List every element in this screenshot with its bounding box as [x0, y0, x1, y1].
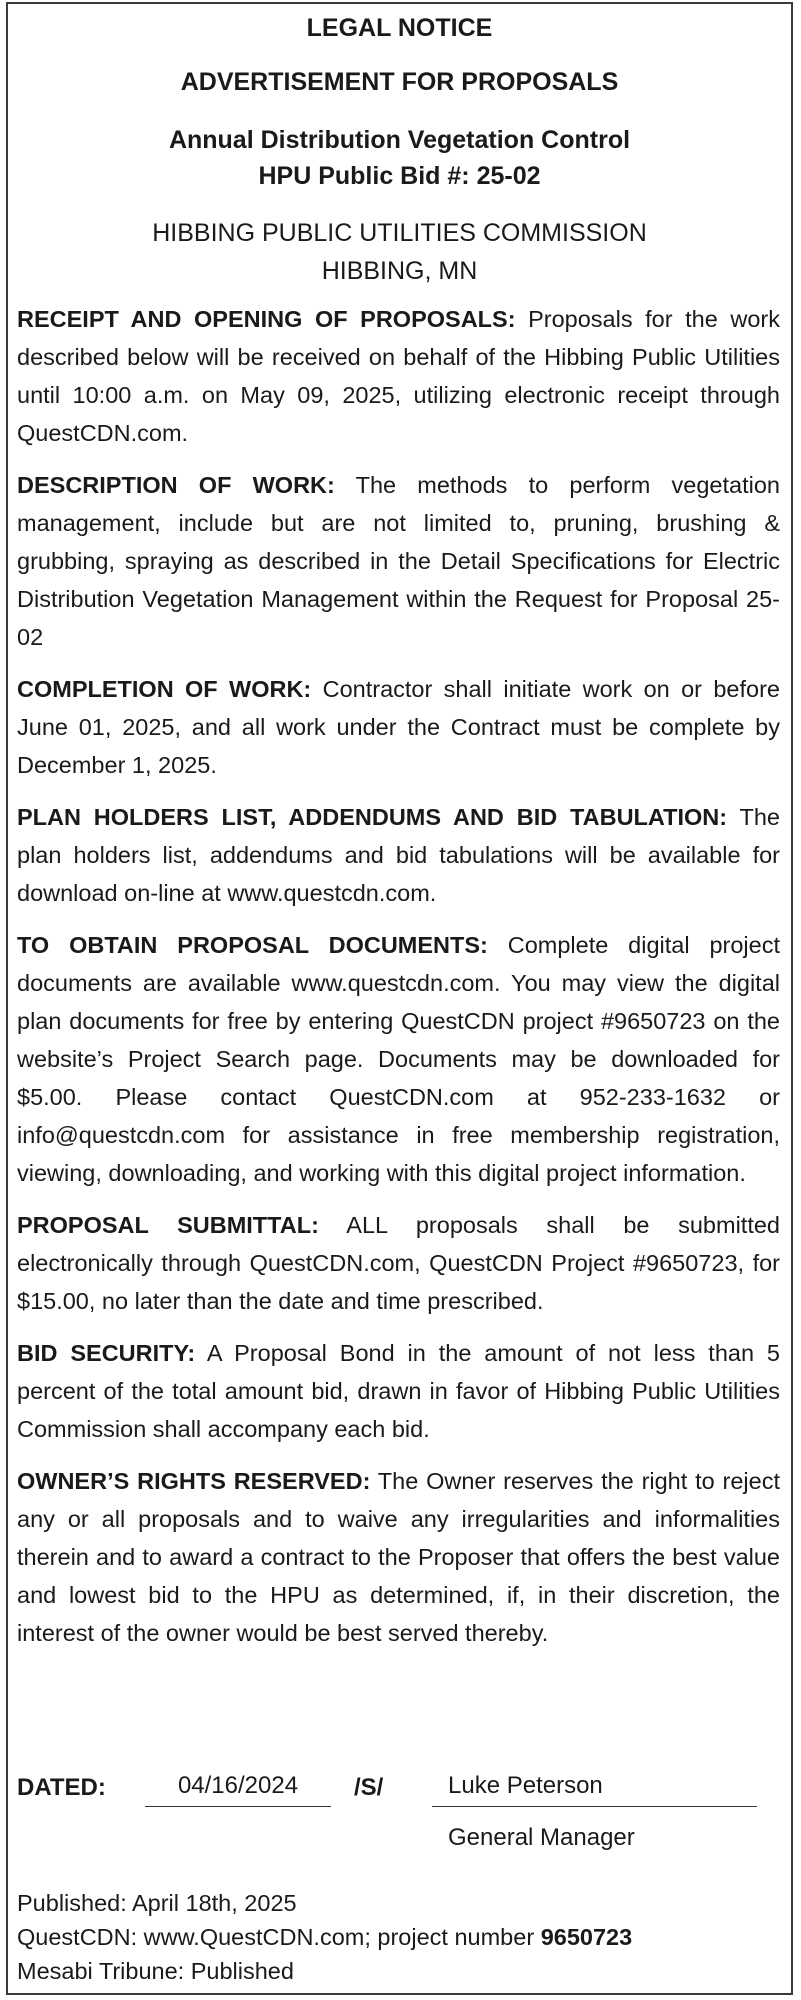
section-receipt	[17, 300, 780, 452]
section-heading: OWNER’S RIGHTS RESERVED:	[17, 1468, 371, 1494]
organization-name: HIBBING PUBLIC UTILITIES COMMISSION	[152, 219, 647, 247]
section-text: ALL proposals shall be submitted electronically through QuestCDN.com, QuestCDN Project #9650723, for $15.00, no later than the date and time prescribed.	[17, 1212, 780, 1314]
project-number: 9650723	[540, 1924, 633, 1950]
dated-value: 04/16/2024	[145, 1772, 331, 1807]
section-heading: BID SECURITY:	[17, 1340, 196, 1366]
section-text: The methods to perform vegetation management, include but are not limited to, pruning, brushing & grubbing, spraying as described in the Detail Specifications for Electric Distribution Vegetation Management within the Request for Proposal 25-02	[17, 472, 780, 650]
section-text: A Proposal Bond in the amount of not less than 5 percent of the total amount bid, drawn in favor of Hibbing Public Utilities Commission shall accompany each bid.	[17, 1340, 780, 1442]
notice-title: LEGAL NOTICE	[306, 14, 493, 42]
signer-title: General Manager	[448, 1824, 635, 1851]
section-bid-security	[17, 1334, 780, 1448]
project-title	[8, 122, 791, 194]
signature-block	[17, 1768, 780, 1851]
tribune-line: Mesabi Tribune: Published	[17, 1958, 294, 1984]
dated-label: DATED:	[17, 1774, 106, 1801]
section-heading: COMPLETION OF WORK:	[17, 676, 312, 702]
section-heading: PROPOSAL SUBMITTAL:	[17, 1212, 319, 1238]
notice-body	[17, 300, 780, 1666]
section-owners-rights	[17, 1462, 780, 1652]
section-text: Contractor shall initiate work on or before June 01, 2025, and all work under the Contract must be complete by December 1, 2025.	[17, 676, 780, 778]
signer-name: Luke Peterson	[432, 1772, 757, 1807]
section-plan-holders	[17, 798, 780, 912]
project-name: Annual Distribution Vegetation Control	[168, 126, 631, 154]
section-heading: PLAN HOLDERS LIST, ADDENDUMS AND BID TABULATION:	[17, 804, 728, 830]
bid-number: HPU Public Bid #: 25-02	[258, 162, 541, 190]
section-text: Proposals for the work described below will be received on behalf of the Hibbing Public Utilities until 10:00 a.m. on May 09, 2025, utilizing electronic receipt through QuestCDN.com.	[17, 306, 780, 446]
publication-footer	[17, 1886, 780, 1988]
signature-mark: /S/	[354, 1774, 384, 1801]
section-obtain-documents	[17, 926, 780, 1192]
published-date: Published: April 18th, 2025	[17, 1890, 297, 1916]
section-heading: TO OBTAIN PROPOSAL DOCUMENTS:	[17, 932, 488, 958]
organization-location: HIBBING, MN	[321, 257, 478, 285]
advertisement-title: ADVERTISEMENT FOR PROPOSALS	[180, 68, 619, 96]
section-heading: RECEIPT AND OPENING OF PROPOSALS:	[17, 306, 516, 332]
questcdn-line	[17, 1920, 780, 1954]
section-completion	[17, 670, 780, 784]
section-text: The plan holders list, addendums and bid tabulations will be available for download on-line at www.questcdn.com.	[17, 804, 780, 906]
questcdn-prefix: QuestCDN: www.QuestCDN.com; project number	[17, 1924, 541, 1950]
organization	[8, 214, 791, 290]
legal-notice	[6, 2, 793, 1995]
section-heading: DESCRIPTION OF WORK:	[17, 472, 335, 498]
section-description	[17, 466, 780, 656]
section-proposal-submittal	[17, 1206, 780, 1320]
section-text: The Owner reserves the right to reject any or all proposals and to waive any irregularities and informalities therein and to award a contract to the Proposer that offers the best value and lowest bid to the HPU as determined, if, in their discretion, the interest of the owner would be best served thereby.	[17, 1468, 780, 1646]
section-text: Complete digital project documents are available www.questcdn.com. You may view the digital plan documents for free by entering QuestCDN project #9650723 on the website’s Project Search page. Documents may be downloaded for $5.00. Please contact QuestCDN.com at 952-233-1632 or info@questcdn.com for assistance in free membership registration, viewing, downloading, and working with this digital project information.	[17, 932, 780, 1186]
